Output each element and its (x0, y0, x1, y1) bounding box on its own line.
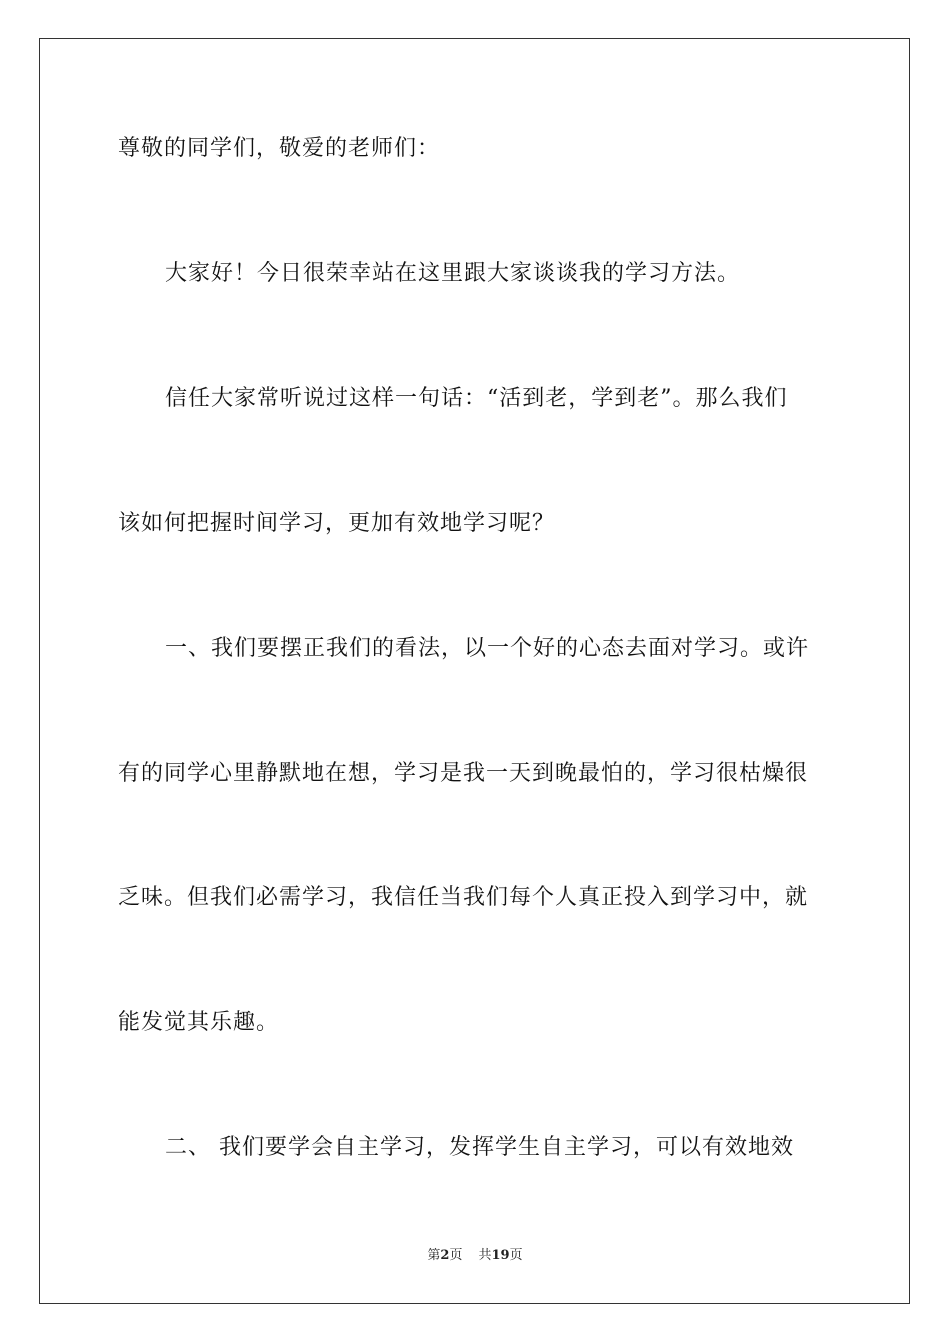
page-border (39, 38, 910, 1304)
page-suffix: 页 (449, 1248, 463, 1263)
current-page-number: 2 (440, 1248, 450, 1263)
total-prefix: 共 (478, 1248, 492, 1263)
paragraph-line: 二、 我们要学会自主学习，发挥学生自主学习，可以有效地效 (165, 1135, 794, 1160)
paragraph-line: 大家好！今日很荣幸站在这里跟大家谈谈我的学习方法。 (165, 261, 741, 286)
paragraph-line: 能发觉其乐趣。 (118, 1010, 280, 1035)
total-suffix: 页 (509, 1248, 523, 1263)
page-footer (0, 1247, 950, 1265)
paragraph-line: 有的同学心里静默地在想，学习是我一天到晚最怕的，学习很枯燥很 (118, 761, 809, 786)
paragraph-line: 该如何把握时间学习，更加有效地学习呢？ (118, 511, 556, 536)
paragraph-line: 乏味。但我们必需学习，我信任当我们每个人真正投入到学习中，就 (118, 885, 809, 910)
page-prefix: 第 (427, 1248, 441, 1263)
total-page-number: 19 (491, 1248, 510, 1263)
salutation-line: 尊敬的同学们，敬爱的老师们： (118, 136, 441, 161)
paragraph-line: 信任大家常听说过这样一句话：“活到老，学到老”。那么我们 (165, 386, 788, 411)
paragraph-line: 一、我们要摆正我们的看法，以一个好的心态去面对学习。或许 (165, 636, 810, 661)
